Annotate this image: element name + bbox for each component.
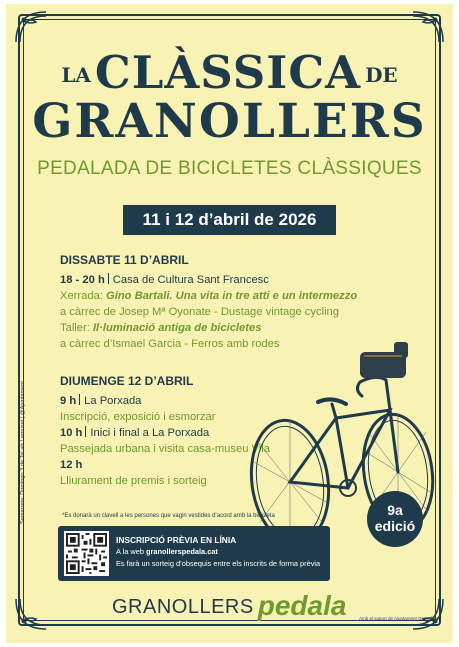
talk-line: Xerrada: Gino Bartali. Una vita in tre atti e un intermezzo [60, 290, 358, 302]
saturday-heading: DISSABTE 11 D’ABRIL [60, 253, 189, 267]
sunday-slot-2: 10 h Inici i final a La Porxada [60, 427, 210, 439]
sunday-slot-3: 12 h [60, 459, 83, 471]
title-la: LA [61, 63, 91, 87]
sunday-desc-3: Lliurament de premis i sorteig [60, 475, 207, 487]
date-banner: 11 i 12 d’abril de 2026 [123, 205, 336, 235]
sunday-program [60, 374, 270, 489]
footnote: *Es donarà un clavell a les persones que vagin vestides d’acord amb la bicicleta [62, 513, 275, 519]
corner-ornament-icon [411, 10, 445, 44]
edition-badge: 9a edició [367, 491, 423, 547]
place: Casa de Cultura Sant Francesc [112, 274, 269, 286]
workshop-line: Taller: Il·luminació antiga de bicicletes [60, 322, 262, 334]
sunday-slot-1: 9 h La Porxada [60, 395, 142, 407]
time: 18 - 20 h [60, 274, 105, 286]
registration-text: INSCRIPCIÓ PRÈVIA EN LÍNIA A la web granollerspedala.cat Es farà un sorteig d’obsequis entre els inscrits de forma prèvia [116, 535, 321, 568]
title-de: DE [365, 63, 398, 87]
sunday-heading: DIUMENGE 12 D’ABRIL [60, 374, 194, 388]
registration-note: Es farà un sorteig d’obsequis entre els inscrits de forma prèvia [116, 559, 321, 568]
corner-ornament-icon [14, 10, 48, 44]
subtitle: PEDALADA DE BICICLETES CLÀSSIQUES [37, 158, 422, 179]
website-link[interactable]: granollerspedala.cat [146, 547, 218, 556]
registration-box [58, 526, 330, 581]
corner-ornament-icon [411, 597, 445, 631]
ajuntament-logo: Amb el suport de Ajuntament Granollers [359, 616, 439, 621]
granollers-pedala-logo [112, 590, 346, 622]
sunday-desc-1: Inscripció, exposició i esmorzar [60, 411, 216, 423]
title-granollers: GRANOLLERS [32, 94, 427, 149]
talk-title: Gino Bartali. Una vita in tre atti e un intermezzo [106, 290, 358, 302]
corner-ornament-icon [14, 597, 48, 631]
workshop-title: Il·luminació antiga de bicicletes [92, 322, 262, 334]
talk-speaker: a càrrec de Josep Mª Oyonate - Dustage vintage cycling [60, 306, 339, 318]
title-line-1 [6, 46, 453, 99]
poster [6, 4, 453, 643]
title-classica: CLÀSSICA [94, 46, 362, 99]
logo-pedala: pedala [257, 590, 347, 621]
registration-title: INSCRIPCIÓ PRÈVIA EN LÍNIA [116, 535, 237, 545]
workshop-speaker: a càrrec d’Ismael Garcia - Ferros amb rodes [60, 338, 280, 350]
side-credits: Samarreta: Domingo 3 de Tal als Lemuset | @Ajuntament [20, 381, 26, 524]
qr-code-icon[interactable] [64, 531, 109, 576]
logo-granollers: GRANOLLERS [112, 596, 254, 618]
saturday-slot-1 [60, 272, 357, 288]
sunday-desc-2: Passejada urbana i visita casa-museu Vila [60, 443, 270, 455]
